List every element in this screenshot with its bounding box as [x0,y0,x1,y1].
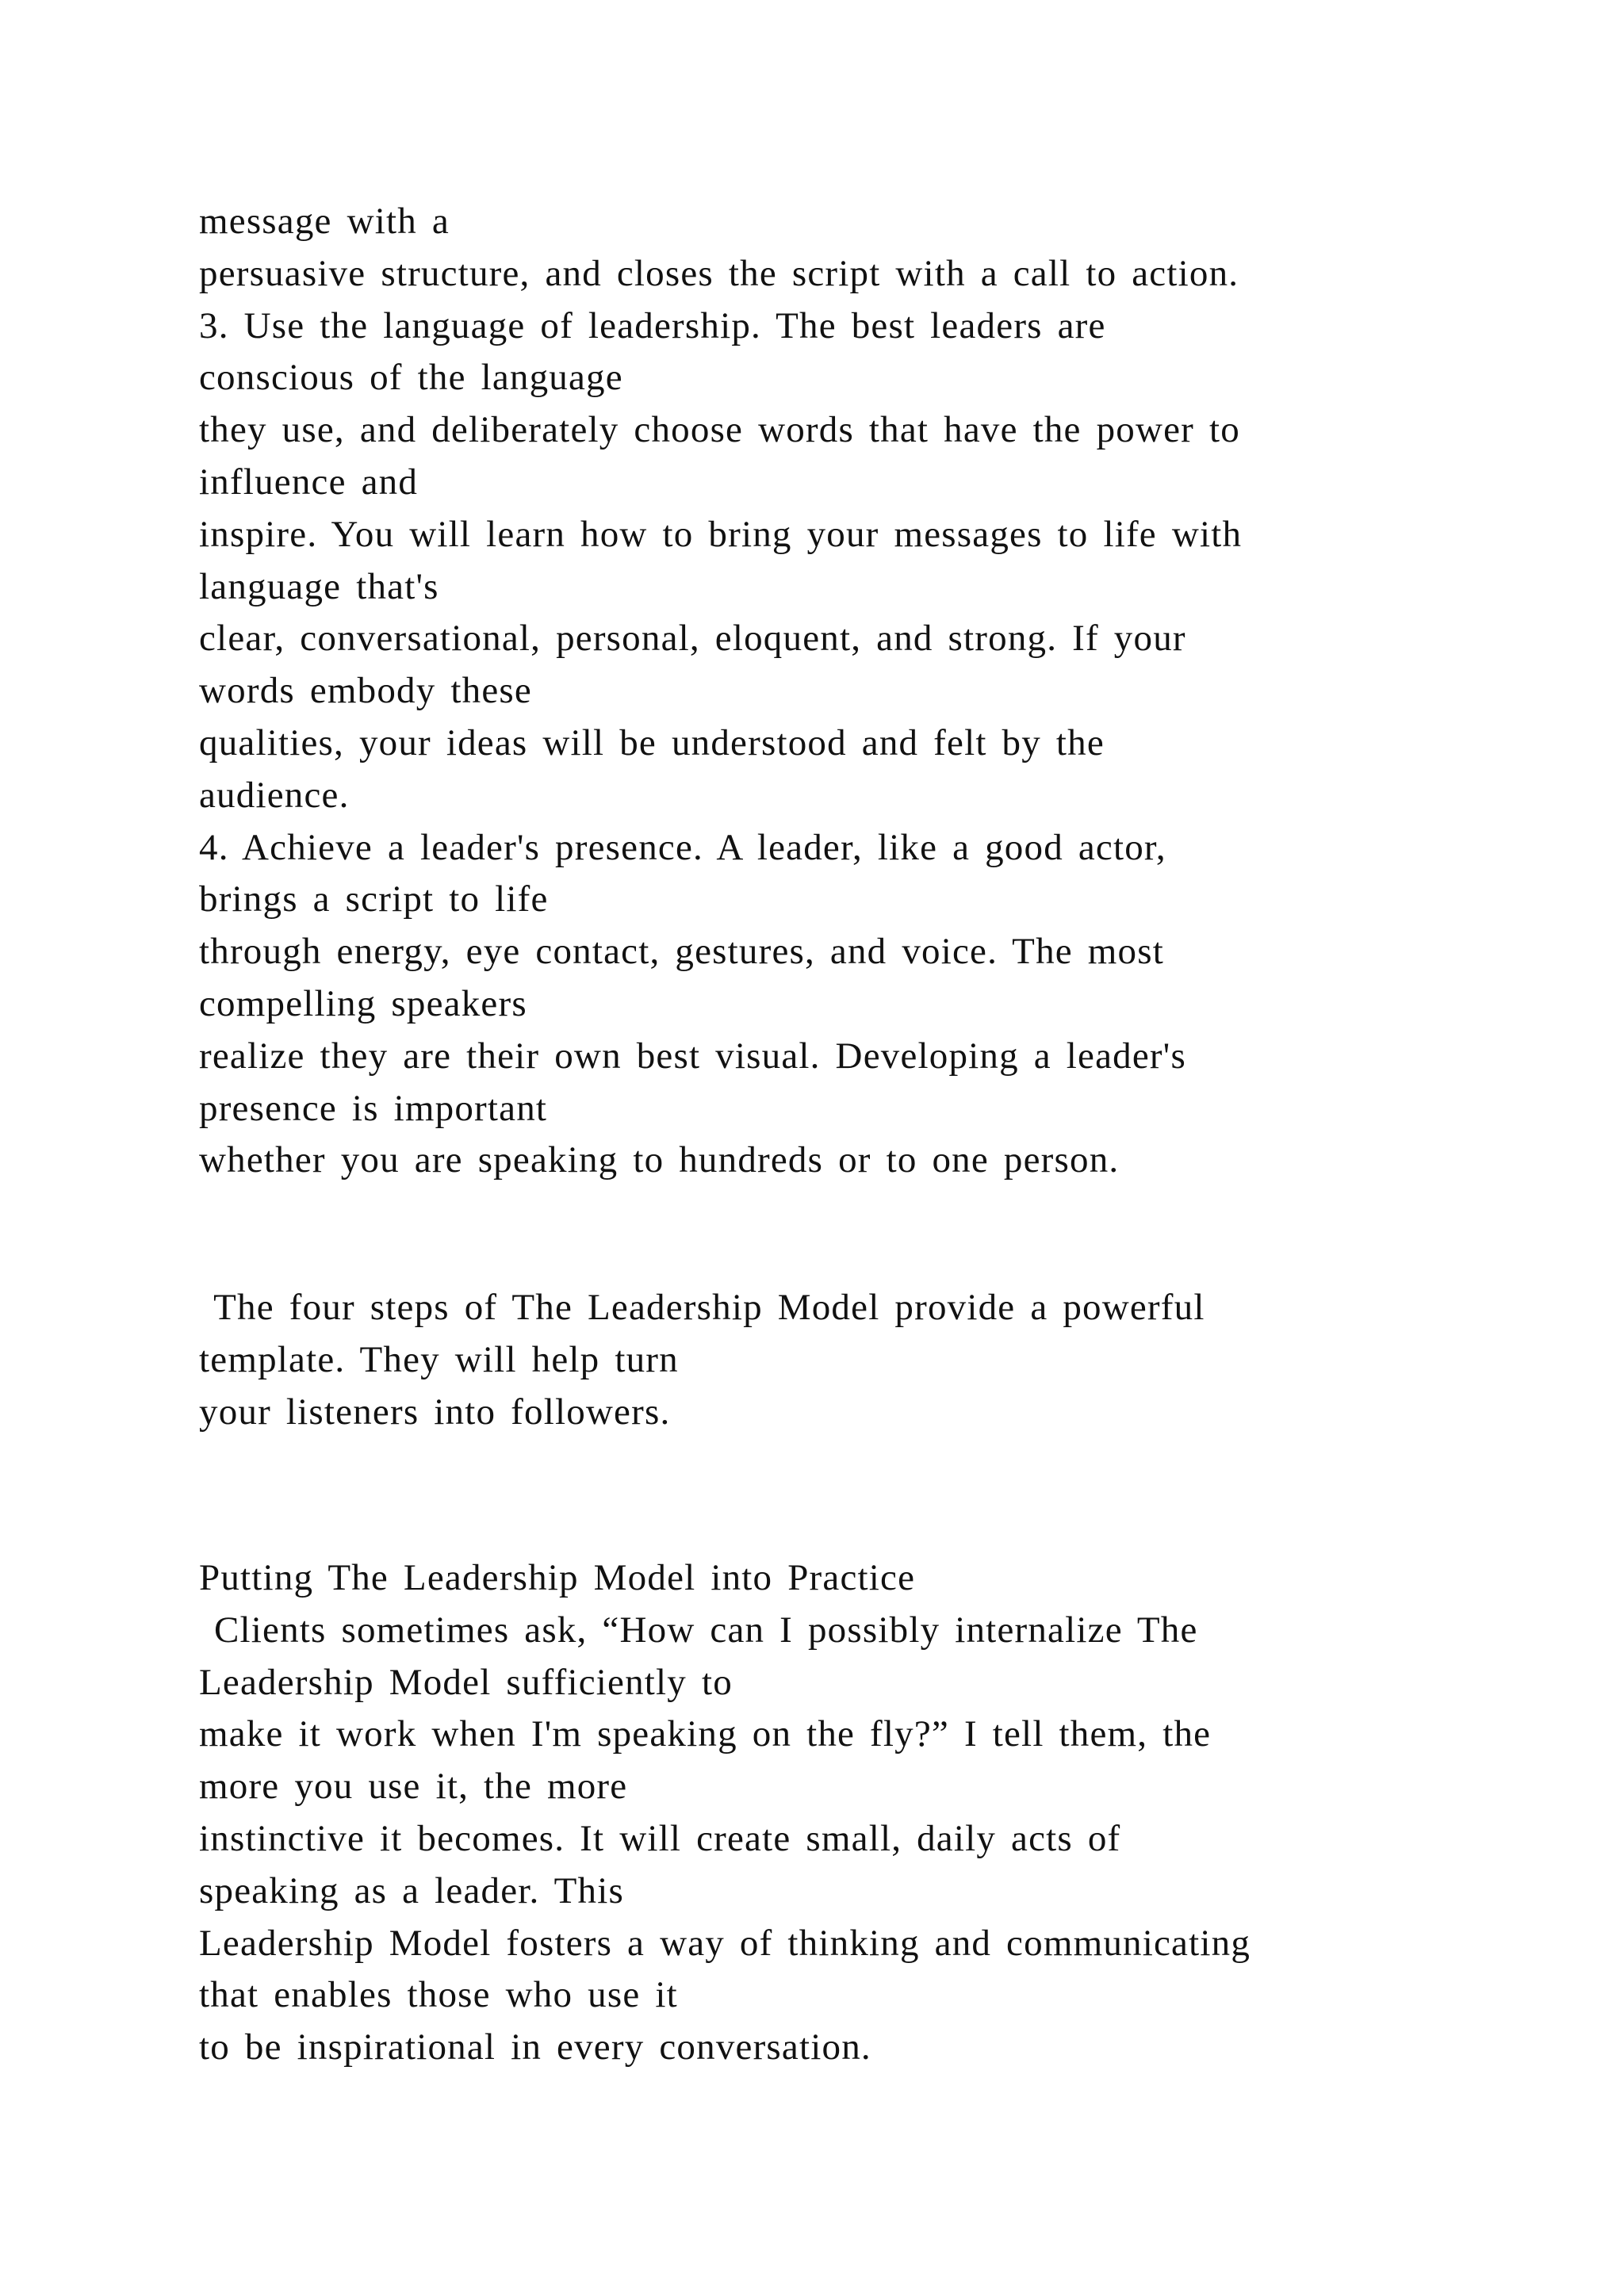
text-line: realize they are their own best visual. Developing a leader's [199,1035,1186,1077]
text-line: persuasive structure, and closes the script with a call to action. [199,252,1239,294]
text-line: 4. Achieve a leader's presence. A leader, like a good actor, [199,826,1166,868]
text-line: compelling speakers [199,982,527,1024]
text-line: audience. [199,774,350,816]
text-line: your listeners into followers. [199,1391,671,1433]
text-line: to be inspirational in every conversation. [199,2026,871,2068]
text-line: clear, conversational, personal, eloquent, and strong. If your [199,618,1186,660]
text-line: whether you are speaking to hundreds or to one person. [199,1139,1120,1181]
text-line: more you use it, the more [199,1766,628,1808]
text-block-four-steps-summary [199,1282,1436,1438]
text-block-leadership-steps [199,196,1436,1187]
text-line: template. They will help turn [199,1338,679,1380]
text-line: that enables those who use it [199,1974,678,2016]
text-line: Leadership Model fosters a way of thinking and communicating [199,1922,1251,1964]
text-line: words embody these [199,670,532,712]
text-line: The four steps of The Leadership Model provide a powerful [199,1287,1205,1328]
text-line: influence and [199,461,419,503]
text-line: qualities, your ideas will be understood and felt by the [199,721,1105,763]
text-line: message with a [199,201,450,242]
text-line: Clients sometimes ask, “How can I possibly internalize The [199,1609,1198,1651]
text-line: language that's [199,565,439,607]
text-line: instinctive it becomes. It will create small, daily acts of [199,1817,1121,1859]
text-line: Leadership Model sufficiently to [199,1661,733,1703]
text-line: conscious of the language [199,357,623,399]
text-line: 3. Use the language of leadership. The best leaders are [199,304,1106,346]
text-line: make it work when I'm speaking on the fly?” I tell them, the [199,1713,1212,1755]
text-block-putting-into-practice [199,1552,1436,2074]
section-heading: Putting The Leadership Model into Practice [199,1557,916,1598]
text-line: presence is important [199,1087,548,1129]
text-line: they use, and deliberately choose words that have the power to [199,409,1240,451]
text-line: inspire. You will learn how to bring your messages to life with [199,513,1243,555]
text-line: brings a script to life [199,878,549,920]
text-line: speaking as a leader. This [199,1869,624,1911]
text-line: through energy, eye contact, gestures, and voice. The most [199,931,1164,973]
